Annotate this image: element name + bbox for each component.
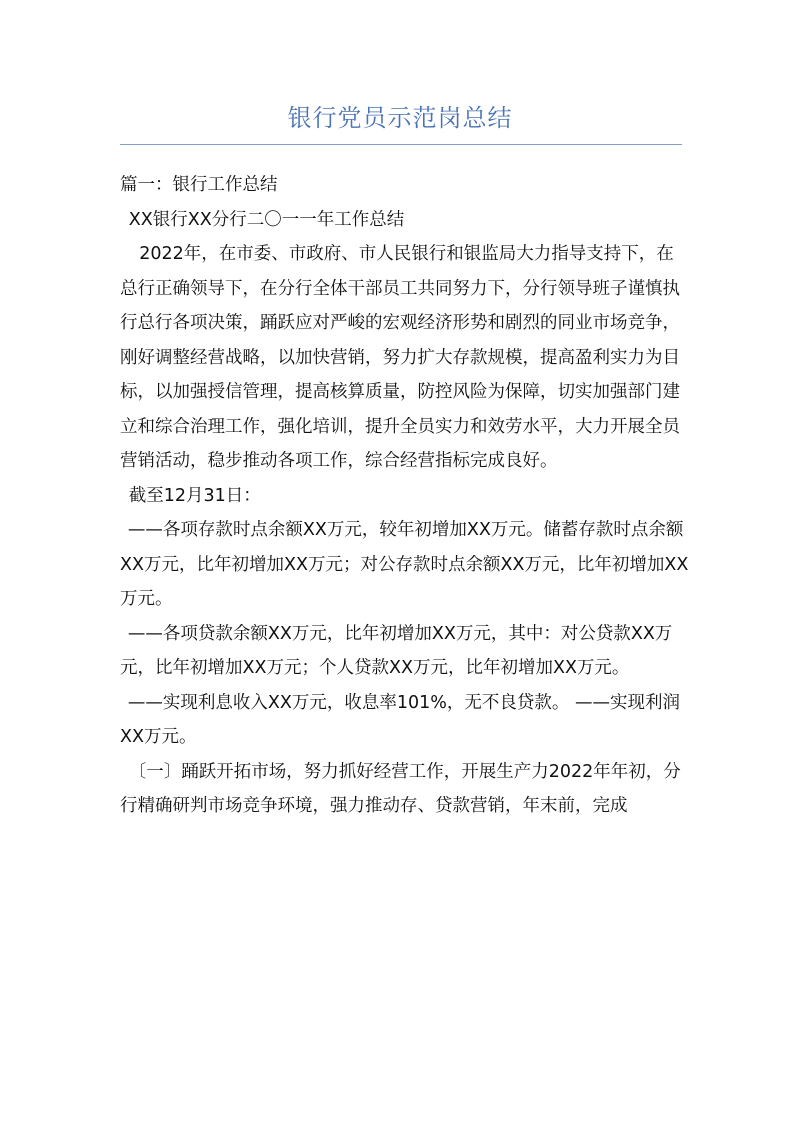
section-heading: 篇一：银行工作总结 — [120, 175, 278, 195]
document-title: 银行党员示范岗总结 — [287, 104, 513, 132]
body-paragraph: ——各项存款时点余额XX万元，较年初增加XX万元。储蓄存款时点余额XX万元，比年初增加XX万元；对公存款时点余额XX万元，比年初增加XX万元。 — [120, 520, 689, 609]
body-paragraph: 截至12月31日： — [128, 485, 261, 506]
report-subtitle: XX银行XX分行二〇一一年工作总结 — [128, 209, 405, 230]
document-body — [120, 168, 690, 824]
body-paragraph: 2022年，在市委、市政府、市人民银行和银监局大力指导支持下，在总行正确领导下，在分行全体干部员工共同努力下，分行领导班子谨慎执行总行各项决策，踊跃应对严峻的宏观经济形势和剧烈的同业市场竞争，刚好调整经营战略，以加快营销，努力扩大存款规模，提高盈利实力为目标，以加强授信管理，提高核算质量，防控风险为保障，切实加强部门建立和综合治理工作，强化培训，提升全员实力和效劳水平，大力开展全员营销活动，稳步推动各项工作，综合经营指标完成良好。 — [120, 244, 680, 471]
title-underline — [120, 144, 682, 145]
body-paragraph: 〔一〕踊跃开拓市场，努力抓好经营工作，开展生产力2022年年初，分行精确研判市场竞争环境，强力推动存、贷款营销，年末前，完成 — [120, 761, 681, 816]
body-paragraph: ——实现利息收入XX万元，收息率101%，无不良贷款。 ——实现利润XX万元。 — [120, 692, 680, 747]
body-paragraph: ——各项贷款余额XX万元，比年初增加XX万元，其中：对公贷款XX万元，比年初增加XX万元；个人贷款XX万元，比年初增加XX万元。 — [120, 623, 673, 678]
